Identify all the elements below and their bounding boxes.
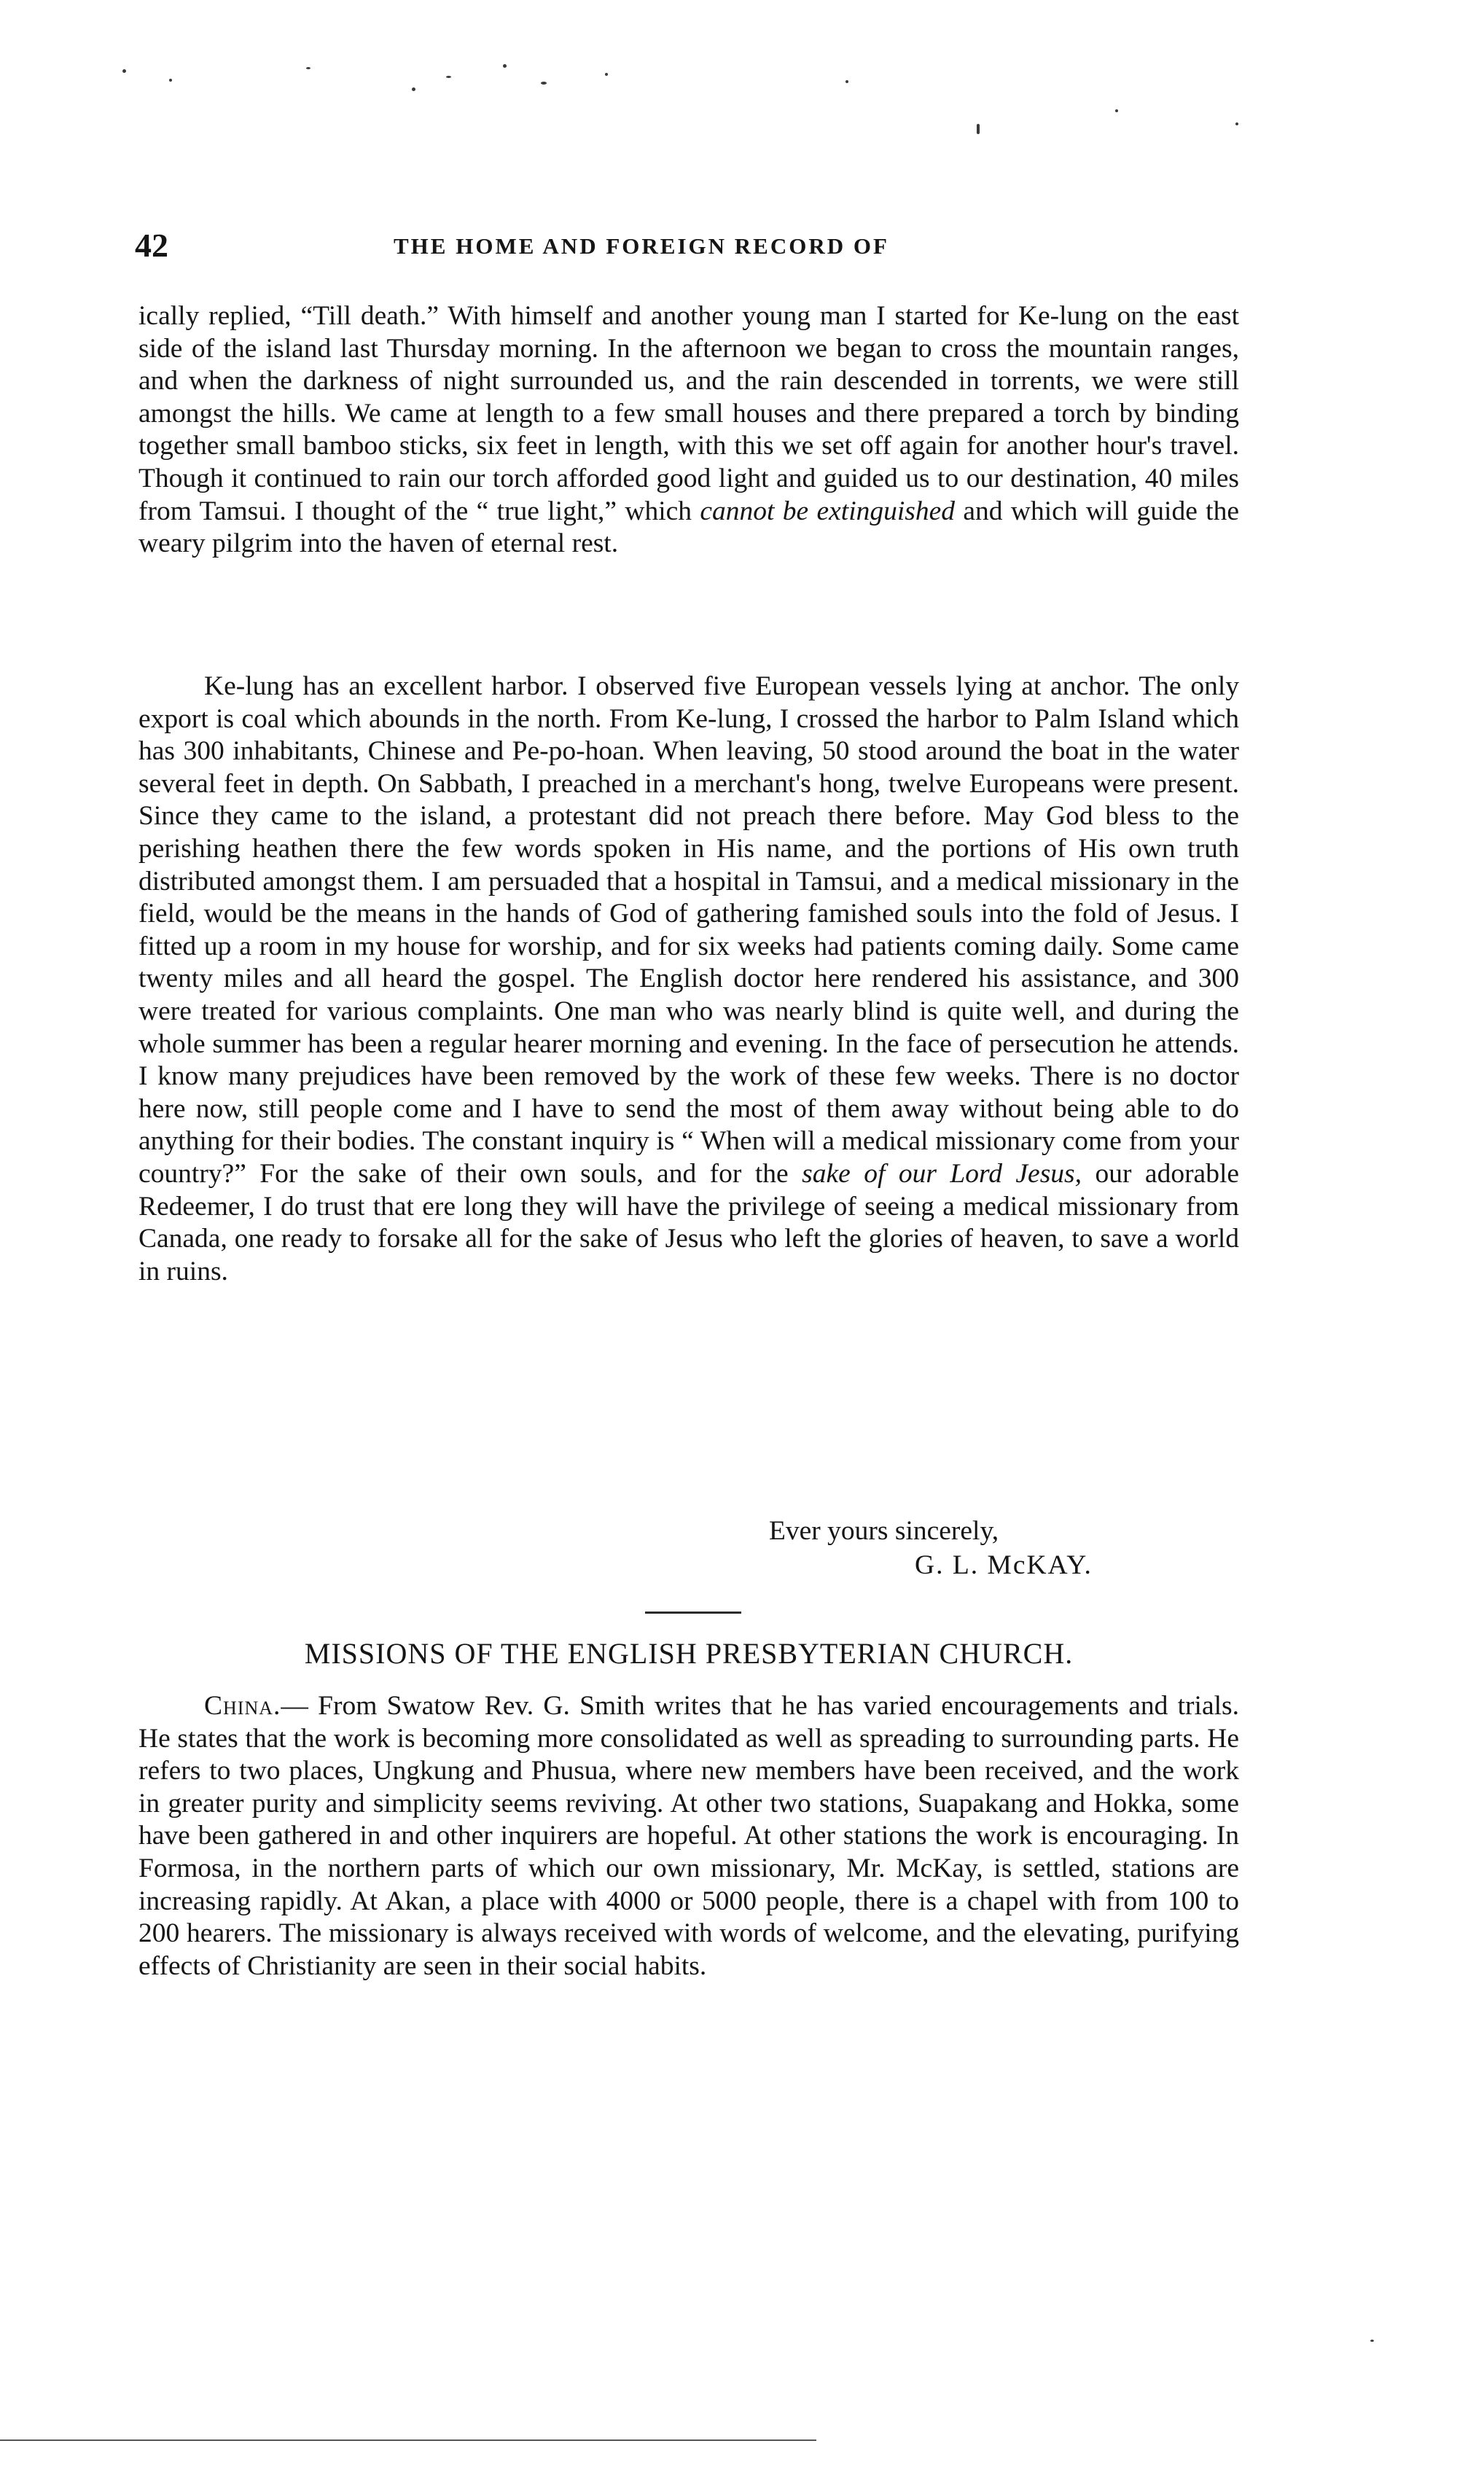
scan-speck	[977, 124, 980, 134]
scan-speck	[1115, 109, 1118, 112]
scan-speck	[503, 64, 507, 68]
paragraph-text: and which will guide the weary pilgrim into the haven of eternal rest.	[138, 496, 1239, 559]
letter-paragraph-1	[138, 300, 1239, 560]
section-lead: China.	[204, 1691, 281, 1721]
paragraph-text: our adorable Redeemer, I do trust that ere long they will have the privilege of seeing a medical missionary from Canada, one ready to forsake all for the sake of Jesus who left the glories of heaven, to save a world in ruins.	[138, 1158, 1240, 1286]
section-divider	[645, 1612, 741, 1614]
running-head: THE HOME AND FOREIGN RECORD OF	[394, 233, 889, 259]
scan-speck	[169, 79, 172, 82]
scan-speck	[446, 76, 451, 78]
section-paragraph	[138, 1690, 1239, 1982]
letter-signature: G. L. McKAY.	[915, 1550, 1093, 1580]
section-heading: MISSIONS OF THE ENGLISH PRESBYTERIAN CHURCH.	[304, 1637, 1074, 1670]
scan-speck	[122, 69, 126, 73]
paragraph-text: — From Swatow Rev. G. Smith writes that he has varied encouragements and trials. He states that the work is becoming more consolidated as well as spreading to surrounding parts. He refers to two places, Ungkung and Phusua, where new members have been received, and the work in greater purity and simplicity seems reviving. At other two stations, Suapakang and Hokka, some have been gathered in and other inquirers are hopeful. At other stations the work is encouraging. In Formosa, in the northern parts of which our own missionary, Mr. McKay, is settled, stations are increasing rapidly. At Akan, a place with 4000 or 5000 people, there is a chapel with from 100 to 200 hearers. The missionary is always received with words of welcome, and the elevating, purifying effects of Christianity are seen in their social habits.	[138, 1691, 1239, 1981]
scan-speck	[541, 82, 547, 85]
page-bottom-rule	[0, 2439, 816, 2441]
scan-speck	[306, 67, 311, 69]
scan-speck	[1370, 2340, 1374, 2342]
scan-speck	[412, 87, 415, 91]
letter-paragraph-2	[138, 671, 1239, 1288]
letter-closing: Ever yours sincerely,	[769, 1516, 999, 1546]
page-number: 42	[135, 227, 168, 264]
italic-phrase: cannot be extinguished	[700, 496, 956, 526]
scan-speck	[1235, 122, 1238, 125]
paragraph-text: Ke-lung has an excellent harbor. I observed five European vessels lying at anchor. The only export is coal which abounds in the north. From Ke-lung, I crossed the harbor to Palm Island which has 300 inhabitants, Chinese and Pe-po-hoan. When leaving, 50 stood around the boat in the water several feet in depth. On Sabbath, I preached in a merchant's hong, twelve Europeans were present. Since they came to the island, a protestant did not preach there before. May God bless to the perishing heathen there the few words spoken in His name, and the portions of His own truth distributed amongst them. I am persuaded that a hospital in Tamsui, and a medical missionary in the field, would be the means in the hands of God of gathering famished souls into the fold of Jesus. I fitted up a room in my house for worship, and for six weeks had patients coming daily. Some came twenty miles and all heard the gospel. The English doctor here rendered his assistance, and 300 were treated for various complaints. One man who was nearly blind is quite well, and during the whole summer has been a regular hearer morning and evening. In the face of persecution he attends. I know many prejudices have been removed by the work of these few weeks. There is no doctor here now, still people come and I have to send the most of them away without being able to do anything for their bodies. The constant inquiry is “ When will a medical missionary come from your country?” For the sake of their own souls, and for the	[138, 671, 1239, 1189]
scan-speck	[846, 80, 848, 83]
scan-speck	[605, 73, 608, 76]
paragraph-text: ically replied, “Till death.” With himself and another young man I started for Ke-lung on the east side of the island last Thursday morning. In the afternoon we began to cross the mountain ranges, and when the darkness of night surrounded us, and the rain descended in torrents, we were still amongst the hills. We came at length to a few small houses and there prepared a torch by binding together small bamboo sticks, six feet in length, with this we set off again for another hour's travel. Though it continued to rain our torch afforded good light and guided us to our destination, 40 miles from Tamsui. I thought of the “ true light,” which	[138, 301, 1239, 526]
italic-phrase: sake of our Lord Jesus,	[802, 1158, 1082, 1189]
page-header	[135, 226, 1228, 270]
